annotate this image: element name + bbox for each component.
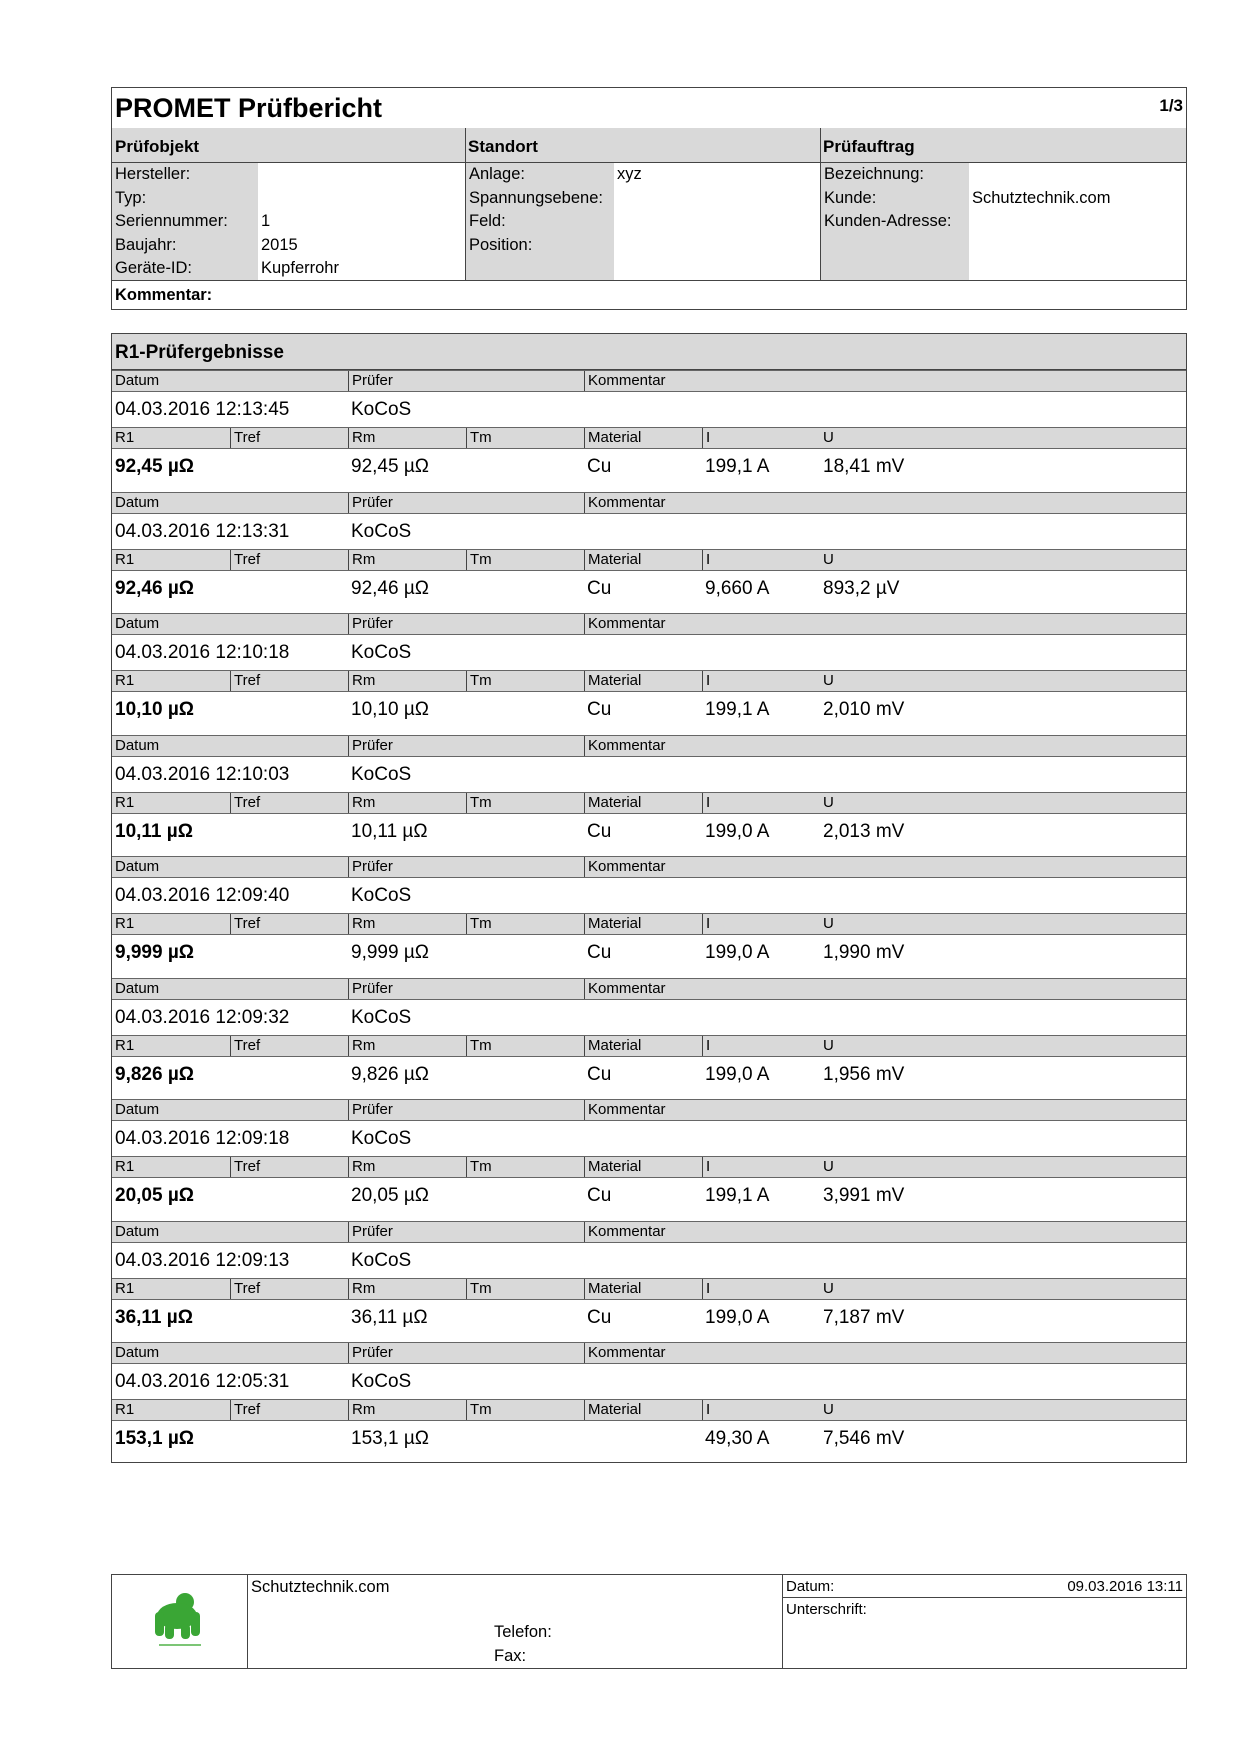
datum-value: 04.03.2016 12:05:31 xyxy=(115,1371,290,1392)
kommentar-label: Kommentar xyxy=(584,1100,1186,1120)
standort-field-label: Anlage: xyxy=(469,165,525,183)
pruefobjekt-field-label: Geräte-ID: xyxy=(115,259,193,277)
datum-value-row xyxy=(112,1364,1186,1399)
pruefer-value: KoCoS xyxy=(351,763,412,785)
section-standort: Standort xyxy=(465,128,820,163)
pruefauftrag-field-label: Kunde: xyxy=(824,188,877,207)
kommentar-value xyxy=(584,635,1186,670)
fax-label: Fax: xyxy=(494,1647,527,1665)
voltage-value: 2,013 mV xyxy=(823,820,905,842)
company-name: Schutztechnik.com xyxy=(251,1578,390,1596)
measurement-header-row xyxy=(112,1156,1186,1178)
material-value: Cu xyxy=(587,820,612,842)
material-label: Material xyxy=(584,1036,702,1056)
datum-header-row xyxy=(112,978,1186,1000)
pruefer-label: Prüfer xyxy=(348,1100,584,1120)
rm-label: Rm xyxy=(348,428,466,448)
tm-value xyxy=(466,1421,584,1456)
datum-header-row xyxy=(112,856,1186,878)
section-pruefauftrag: Prüfauftrag xyxy=(820,128,1186,163)
r1-label: R1 xyxy=(115,550,135,568)
datum-value: 04.03.2016 12:13:31 xyxy=(115,520,290,542)
signature-cell xyxy=(783,1575,1186,1668)
pruefobjekt-field-value: Kupferrohr xyxy=(261,259,339,277)
material-label: Material xyxy=(584,1400,702,1420)
measurement-header-row xyxy=(112,670,1186,692)
r1-value: 92,46 µΩ xyxy=(115,577,195,599)
kommentar-label: Kommentar xyxy=(584,371,1186,391)
divider xyxy=(820,128,821,280)
rm-value: 92,45 µΩ xyxy=(351,456,429,477)
measurement-value-row xyxy=(112,571,1186,606)
datum-label: Datum xyxy=(115,979,160,997)
current-label: I xyxy=(702,1279,820,1299)
standort-field-label: Spannungsebene: xyxy=(469,188,603,207)
pruefer-value: KoCoS xyxy=(351,399,412,420)
tref-label: Tref xyxy=(230,914,348,934)
datum-label: Datum xyxy=(115,1344,160,1361)
signature-label: Unterschrift: xyxy=(786,1601,867,1618)
pruefer-value: KoCoS xyxy=(351,1128,412,1149)
pruefer-label: Prüfer xyxy=(348,1343,584,1363)
pruefobjekt-field-label: Hersteller: xyxy=(115,165,191,183)
current-label: I xyxy=(702,1036,820,1056)
rm-label: Rm xyxy=(348,1036,466,1056)
tref-label: Tref xyxy=(230,793,348,813)
voltage-value: 7,546 mV xyxy=(823,1428,905,1449)
voltage-label: U xyxy=(823,915,834,932)
tm-value xyxy=(466,935,584,970)
company-cell xyxy=(248,1575,783,1668)
pruefer-value: KoCoS xyxy=(351,520,412,542)
tref-value xyxy=(230,1057,348,1092)
pruefer-label: Prüfer xyxy=(348,371,584,391)
tm-label: Tm xyxy=(466,1400,584,1420)
current-label: I xyxy=(702,914,820,934)
pruefer-label: Prüfer xyxy=(348,979,584,999)
material-value: Cu xyxy=(587,456,612,477)
datum-value-row xyxy=(112,757,1186,792)
voltage-value: 893,2 µV xyxy=(823,577,900,599)
rm-label: Rm xyxy=(348,671,466,691)
datum-value: 04.03.2016 12:13:45 xyxy=(115,399,290,420)
kommentar-label: Kommentar xyxy=(584,493,1186,513)
current-value: 199,0 A xyxy=(705,820,770,842)
voltage-value: 18,41 mV xyxy=(823,456,905,477)
measurement-value-row xyxy=(112,1178,1186,1213)
page-number: 1/3 xyxy=(1159,96,1183,115)
measurement-header-row xyxy=(112,792,1186,814)
voltage-label: U xyxy=(823,793,834,811)
tref-value xyxy=(230,449,348,484)
kommentar-value xyxy=(584,878,1186,913)
datum-header-row xyxy=(112,735,1186,757)
measurement-value-row xyxy=(112,692,1186,727)
rm-value: 92,46 µΩ xyxy=(351,577,429,599)
material-label: Material xyxy=(584,914,702,934)
rm-value: 9,826 µΩ xyxy=(351,1063,429,1085)
rm-label: Rm xyxy=(348,914,466,934)
tref-label: Tref xyxy=(230,1157,348,1177)
results-title: R1-Prüfergebnisse xyxy=(112,334,1186,370)
pruefauftrag-field-value: Schutztechnik.com xyxy=(972,188,1111,207)
tm-label: Tm xyxy=(466,793,584,813)
rm-label: Rm xyxy=(348,793,466,813)
pruefer-value: KoCoS xyxy=(351,1371,412,1392)
r1-value: 20,05 µΩ xyxy=(115,1185,195,1206)
tref-label: Tref xyxy=(230,428,348,448)
pruefobjekt-field-value: 1 xyxy=(261,212,271,230)
pruefer-label: Prüfer xyxy=(348,1222,584,1242)
report-footer xyxy=(111,1574,1187,1669)
rm-label: Rm xyxy=(348,1279,466,1299)
material-value: Cu xyxy=(587,577,612,599)
datum-label: Datum xyxy=(115,1101,160,1118)
voltage-label: U xyxy=(823,1279,834,1297)
voltage-label: U xyxy=(823,429,834,446)
material-label: Material xyxy=(584,550,702,570)
kommentar-value xyxy=(584,514,1186,549)
kommentar-label: Kommentar xyxy=(584,979,1186,999)
pruefer-label: Prüfer xyxy=(348,736,584,756)
r1-label: R1 xyxy=(115,1036,135,1054)
voltage-value: 3,991 mV xyxy=(823,1185,905,1206)
results-table xyxy=(111,333,1187,1463)
datum-label: Datum xyxy=(115,615,160,632)
kommentar-label: Kommentar xyxy=(584,614,1186,634)
pruefer-value: KoCoS xyxy=(351,642,412,663)
current-value: 199,0 A xyxy=(705,942,770,963)
tm-value xyxy=(466,814,584,849)
measurement-value-row xyxy=(112,935,1186,970)
footer-date-value: 09.03.2016 13:11 xyxy=(1067,1578,1183,1595)
kommentar-value xyxy=(584,392,1186,427)
measurement-value-row xyxy=(112,1057,1186,1092)
tm-value xyxy=(466,571,584,606)
material-label: Material xyxy=(584,1157,702,1177)
pruefobjekt-field-label: Baujahr: xyxy=(115,235,177,254)
datum-value: 04.03.2016 12:09:32 xyxy=(115,1006,290,1028)
material-label: Material xyxy=(584,671,702,691)
tref-value xyxy=(230,571,348,606)
section-pruefobjekt: Prüfobjekt xyxy=(112,128,465,163)
datum-header-row xyxy=(112,613,1186,635)
voltage-label: U xyxy=(823,550,834,568)
pruefobjekt-field-value: 2015 xyxy=(261,235,298,254)
voltage-label: U xyxy=(823,1036,834,1054)
rm-value: 10,10 µΩ xyxy=(351,699,429,720)
datum-value-row xyxy=(112,878,1186,913)
material-value: Cu xyxy=(587,1063,612,1085)
tm-value xyxy=(466,449,584,484)
tref-value xyxy=(230,814,348,849)
report-header xyxy=(111,87,1187,310)
divider xyxy=(465,128,466,280)
material-value: Cu xyxy=(587,699,612,720)
tm-label: Tm xyxy=(466,428,584,448)
rm-value: 10,11 µΩ xyxy=(351,820,428,842)
material-label: Material xyxy=(584,1279,702,1299)
datum-header-row xyxy=(112,1221,1186,1243)
tref-value xyxy=(230,1300,348,1335)
pruefobjekt-field-label: Typ: xyxy=(115,188,147,207)
pruefer-value: KoCoS xyxy=(351,885,412,906)
voltage-value: 1,990 mV xyxy=(823,942,905,963)
current-value: 199,0 A xyxy=(705,1306,770,1328)
rm-value: 9,999 µΩ xyxy=(351,942,429,963)
measurement-header-row xyxy=(112,549,1186,571)
current-label: I xyxy=(702,428,820,448)
tref-label: Tref xyxy=(230,671,348,691)
voltage-label: U xyxy=(823,1401,834,1418)
datum-value-row xyxy=(112,392,1186,427)
standort-field-value: xyz xyxy=(617,165,642,183)
tm-value xyxy=(466,692,584,727)
kommentar-value xyxy=(584,1364,1186,1399)
datum-value-row xyxy=(112,514,1186,549)
kommentar-label: Kommentar xyxy=(584,736,1186,756)
datum-label: Datum xyxy=(115,372,160,389)
current-value: 199,0 A xyxy=(705,1063,770,1085)
r1-label: R1 xyxy=(115,429,135,446)
r1-value: 10,10 µΩ xyxy=(115,699,195,720)
current-value: 199,1 A xyxy=(705,456,770,477)
tm-value xyxy=(466,1300,584,1335)
datum-label: Datum xyxy=(115,1222,160,1240)
measurement-header-row xyxy=(112,1278,1186,1300)
tref-label: Tref xyxy=(230,1279,348,1299)
report-title: PROMET Prüfbericht xyxy=(115,93,383,123)
datum-header-row xyxy=(112,492,1186,514)
voltage-label: U xyxy=(823,672,834,689)
tm-value xyxy=(466,1178,584,1213)
tm-label: Tm xyxy=(466,1157,584,1177)
tm-label: Tm xyxy=(466,550,584,570)
measurement-header-row xyxy=(112,913,1186,935)
datum-value: 04.03.2016 12:09:13 xyxy=(115,1249,290,1271)
tref-value xyxy=(230,1178,348,1213)
material-label: Material xyxy=(584,793,702,813)
r1-value: 10,11 µΩ xyxy=(115,820,193,842)
r1-value: 9,999 µΩ xyxy=(115,942,195,963)
material-value xyxy=(584,1421,702,1456)
r1-label: R1 xyxy=(115,1158,135,1175)
pruefauftrag-field-label: Bezeichnung: xyxy=(824,165,924,183)
measurement-value-row xyxy=(112,814,1186,849)
pruefer-label: Prüfer xyxy=(348,857,584,877)
rm-value: 153,1 µΩ xyxy=(351,1428,429,1449)
footer-date-label: Datum: xyxy=(786,1578,835,1595)
material-value: Cu xyxy=(587,942,612,963)
current-label: I xyxy=(702,1400,820,1420)
tref-label: Tref xyxy=(230,550,348,570)
rm-label: Rm xyxy=(348,1400,466,1420)
current-value: 49,30 A xyxy=(705,1428,770,1449)
measurement-header-row xyxy=(112,1399,1186,1421)
r1-value: 92,45 µΩ xyxy=(115,456,195,477)
tm-label: Tm xyxy=(466,671,584,691)
r1-label: R1 xyxy=(115,1279,135,1297)
kommentar-value xyxy=(584,1121,1186,1156)
kommentar-label: Kommentar xyxy=(584,1222,1186,1242)
datum-header-row xyxy=(112,370,1186,392)
standort-field-label: Position: xyxy=(469,235,533,254)
datum-value-row xyxy=(112,1000,1186,1035)
current-label: I xyxy=(702,1157,820,1177)
tm-label: Tm xyxy=(466,914,584,934)
tm-value xyxy=(466,1057,584,1092)
current-value: 9,660 A xyxy=(705,577,770,599)
datum-value: 04.03.2016 12:10:03 xyxy=(115,763,290,785)
datum-value: 04.03.2016 12:09:18 xyxy=(115,1128,290,1149)
current-value: 199,1 A xyxy=(705,699,770,720)
material-label: Material xyxy=(584,428,702,448)
r1-label: R1 xyxy=(115,915,135,932)
pruefer-value: KoCoS xyxy=(351,1249,412,1271)
current-value: 199,1 A xyxy=(705,1185,770,1206)
measurement-header-row xyxy=(112,1035,1186,1057)
datum-value-row xyxy=(112,1121,1186,1156)
rm-value: 20,05 µΩ xyxy=(351,1185,429,1206)
tref-label: Tref xyxy=(230,1036,348,1056)
pruefer-value: KoCoS xyxy=(351,1006,412,1028)
logo-cell xyxy=(112,1575,248,1668)
pruefer-label: Prüfer xyxy=(348,614,584,634)
standort-field-label: Feld: xyxy=(469,212,506,230)
kommentar-value xyxy=(584,1243,1186,1278)
tref-value xyxy=(230,1421,348,1456)
voltage-value: 1,956 mV xyxy=(823,1063,905,1085)
pruefauftrag-field-label: Kunden-Adresse: xyxy=(824,212,952,230)
datum-value-row xyxy=(112,635,1186,670)
kommentar-value xyxy=(584,757,1186,792)
kommentar-value xyxy=(584,1000,1186,1035)
title-bar xyxy=(112,88,1186,129)
measurement-value-row xyxy=(112,449,1186,484)
rm-value: 36,11 µΩ xyxy=(351,1306,428,1328)
rm-label: Rm xyxy=(348,1157,466,1177)
material-value: Cu xyxy=(587,1185,612,1206)
r1-label: R1 xyxy=(115,1401,135,1418)
r1-value: 9,826 µΩ xyxy=(115,1063,195,1085)
measurement-value-row xyxy=(112,1300,1186,1335)
tm-label: Tm xyxy=(466,1036,584,1056)
tm-label: Tm xyxy=(466,1279,584,1299)
r1-value: 36,11 µΩ xyxy=(115,1306,193,1328)
kommentar-label: Kommentar xyxy=(584,1343,1186,1363)
datum-value: 04.03.2016 12:10:18 xyxy=(115,642,290,663)
material-value: Cu xyxy=(587,1306,612,1328)
rm-label: Rm xyxy=(348,550,466,570)
datum-header-row xyxy=(112,1342,1186,1364)
datum-label: Datum xyxy=(115,858,160,875)
current-label: I xyxy=(702,550,820,570)
kommentar-label: Kommentar: xyxy=(112,280,1186,310)
voltage-value: 7,187 mV xyxy=(823,1306,905,1328)
measurement-value-row xyxy=(112,1421,1186,1456)
pruefobjekt-field-label: Seriennummer: xyxy=(115,212,228,230)
current-label: I xyxy=(702,671,820,691)
telefon-label: Telefon: xyxy=(494,1623,552,1641)
datum-value-row xyxy=(112,1243,1186,1278)
datum-label: Datum xyxy=(115,493,160,511)
pruefer-label: Prüfer xyxy=(348,493,584,513)
kommentar-label: Kommentar xyxy=(584,857,1186,877)
datum-value: 04.03.2016 12:09:40 xyxy=(115,885,290,906)
tref-value xyxy=(230,692,348,727)
r1-label: R1 xyxy=(115,672,135,689)
datum-label: Datum xyxy=(115,736,160,754)
voltage-label: U xyxy=(823,1158,834,1175)
tref-label: Tref xyxy=(230,1400,348,1420)
date-row xyxy=(783,1575,1186,1598)
current-label: I xyxy=(702,793,820,813)
r1-value: 153,1 µΩ xyxy=(115,1428,195,1449)
datum-header-row xyxy=(112,1099,1186,1121)
tref-value xyxy=(230,935,348,970)
measurement-header-row xyxy=(112,427,1186,449)
voltage-value: 2,010 mV xyxy=(823,699,905,720)
r1-label: R1 xyxy=(115,793,135,811)
gorilla-logo-icon xyxy=(145,1590,215,1650)
